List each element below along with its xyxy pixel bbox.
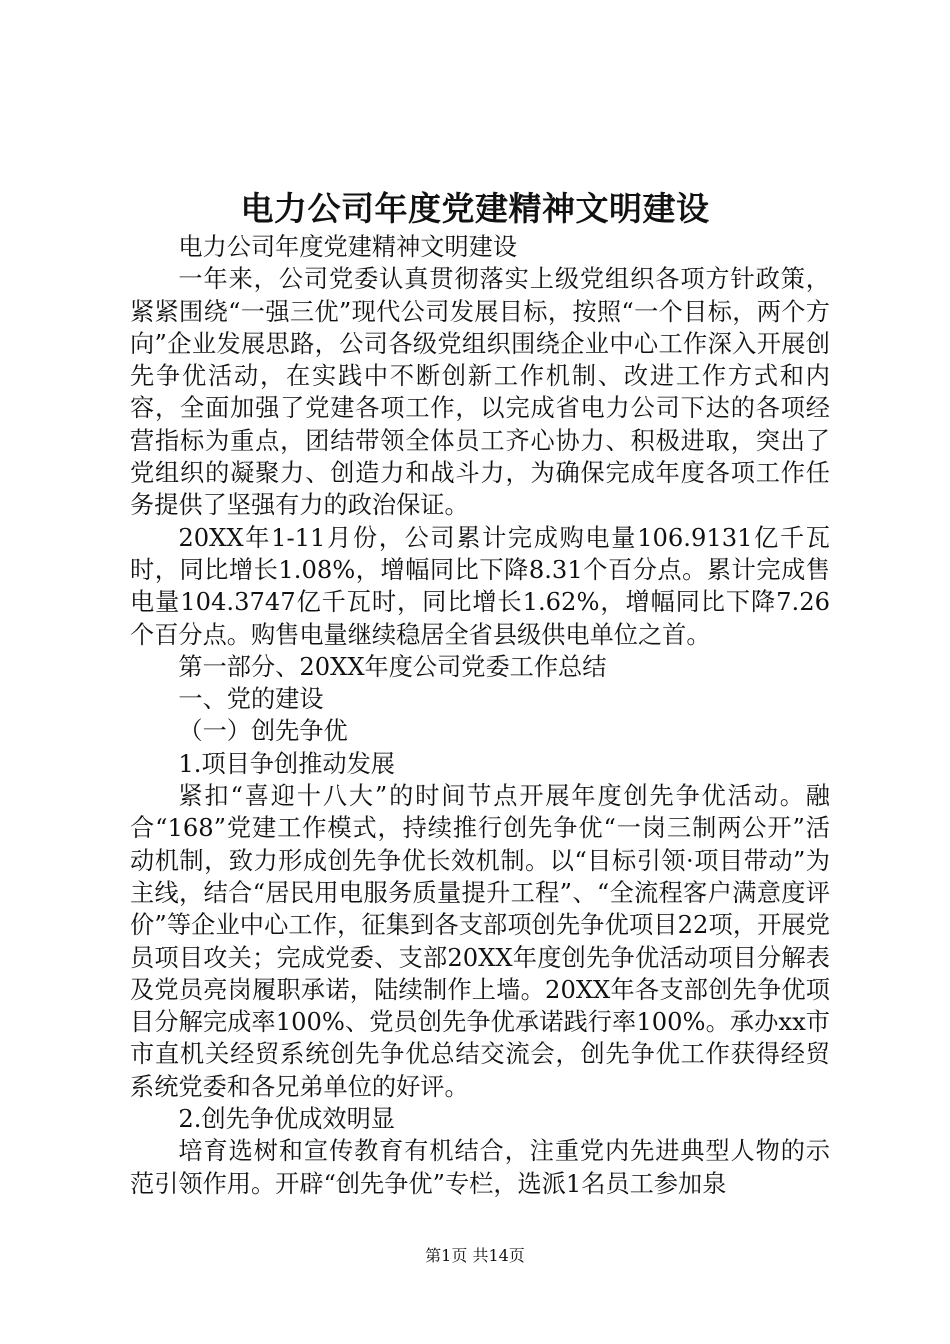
document-body: [130, 231, 830, 1200]
page-footer: 第1页 共14页: [425, 1246, 525, 1265]
subsection-heading: （一）创先争优: [178, 717, 348, 746]
item-paragraph-1: 紧扣“喜迎十八大”的时间节点开展年度创先争优活动。融合“168”党建工作模式，持续推行创先争优“一岗三制两公开”活动机制，致力形成创先争优长效机制。以“目标引领·项目带动”为主线，结合“居民用电服务质量提升工程”、“全流程客户满意度评价”等企业中心工作，征集到各支部项创先争优项目22项，开展党员项目攻关；完成党委、支部20XX年度创先争优活动项目分解表及党员亮岗履职承诺，陆续制作上墙。20XX年各支部创先争优项目分解完成率100%、党员创先争优承诺践行率100%。承办xx市市直机关经贸系统创先争优总结交流会，创先争优工作获得经贸系统党委和各兄弟单位的好评。: [130, 782, 830, 1101]
item-heading-2: 2.创先争优成效明显: [178, 1105, 395, 1134]
document-title: 电力公司年度党建精神文明建设: [240, 189, 710, 228]
subtitle-paragraph: 电力公司年度党建精神文明建设: [178, 233, 518, 261]
intro-paragraph: 一年来，公司党委认真贯彻落实上级党组织各项方针政策，紧紧围绕“一强三优”现代公司发展目标，按照“一个目标，两个方向”企业发展思路，公司各级党组织围绕企业中心工作深入开展创先争优活动，在实践中不断创新工作机制、改进工作方式和内容，全面加强了党建各项工作，以完成省电力公司下达的各项经营指标为重点，团结带领全体员工齐心协力、积极进取，突出了党组织的凝聚力、创造力和战斗力，为确保完成年度各项工作任务提供了坚强有力的政治保证。: [130, 265, 830, 520]
statistics-paragraph: 20XX年1-11月份，公司累计完成购电量106.9131亿千瓦时，同比增长1.08%，增幅同比下降8.31个百分点。累计完成售电量104.3747亿千瓦时，同比增长1.62%，增幅同比下降7.26个百分点。购售电量继续稳居全省县级供电单位之首。: [130, 523, 830, 649]
item-paragraph-2: 培育选树和宣传教育有机结合，注重党内先进典型人物的示范引领作用。开辟“创先争优”专栏，选派1名员工参加泉: [130, 1137, 830, 1198]
part-one-heading: 第一部分、20XX年度公司党委工作总结: [178, 652, 607, 681]
section-heading: 一、党的建设: [178, 685, 324, 714]
item-heading-1: 1.项目争创推动发展: [178, 749, 395, 778]
